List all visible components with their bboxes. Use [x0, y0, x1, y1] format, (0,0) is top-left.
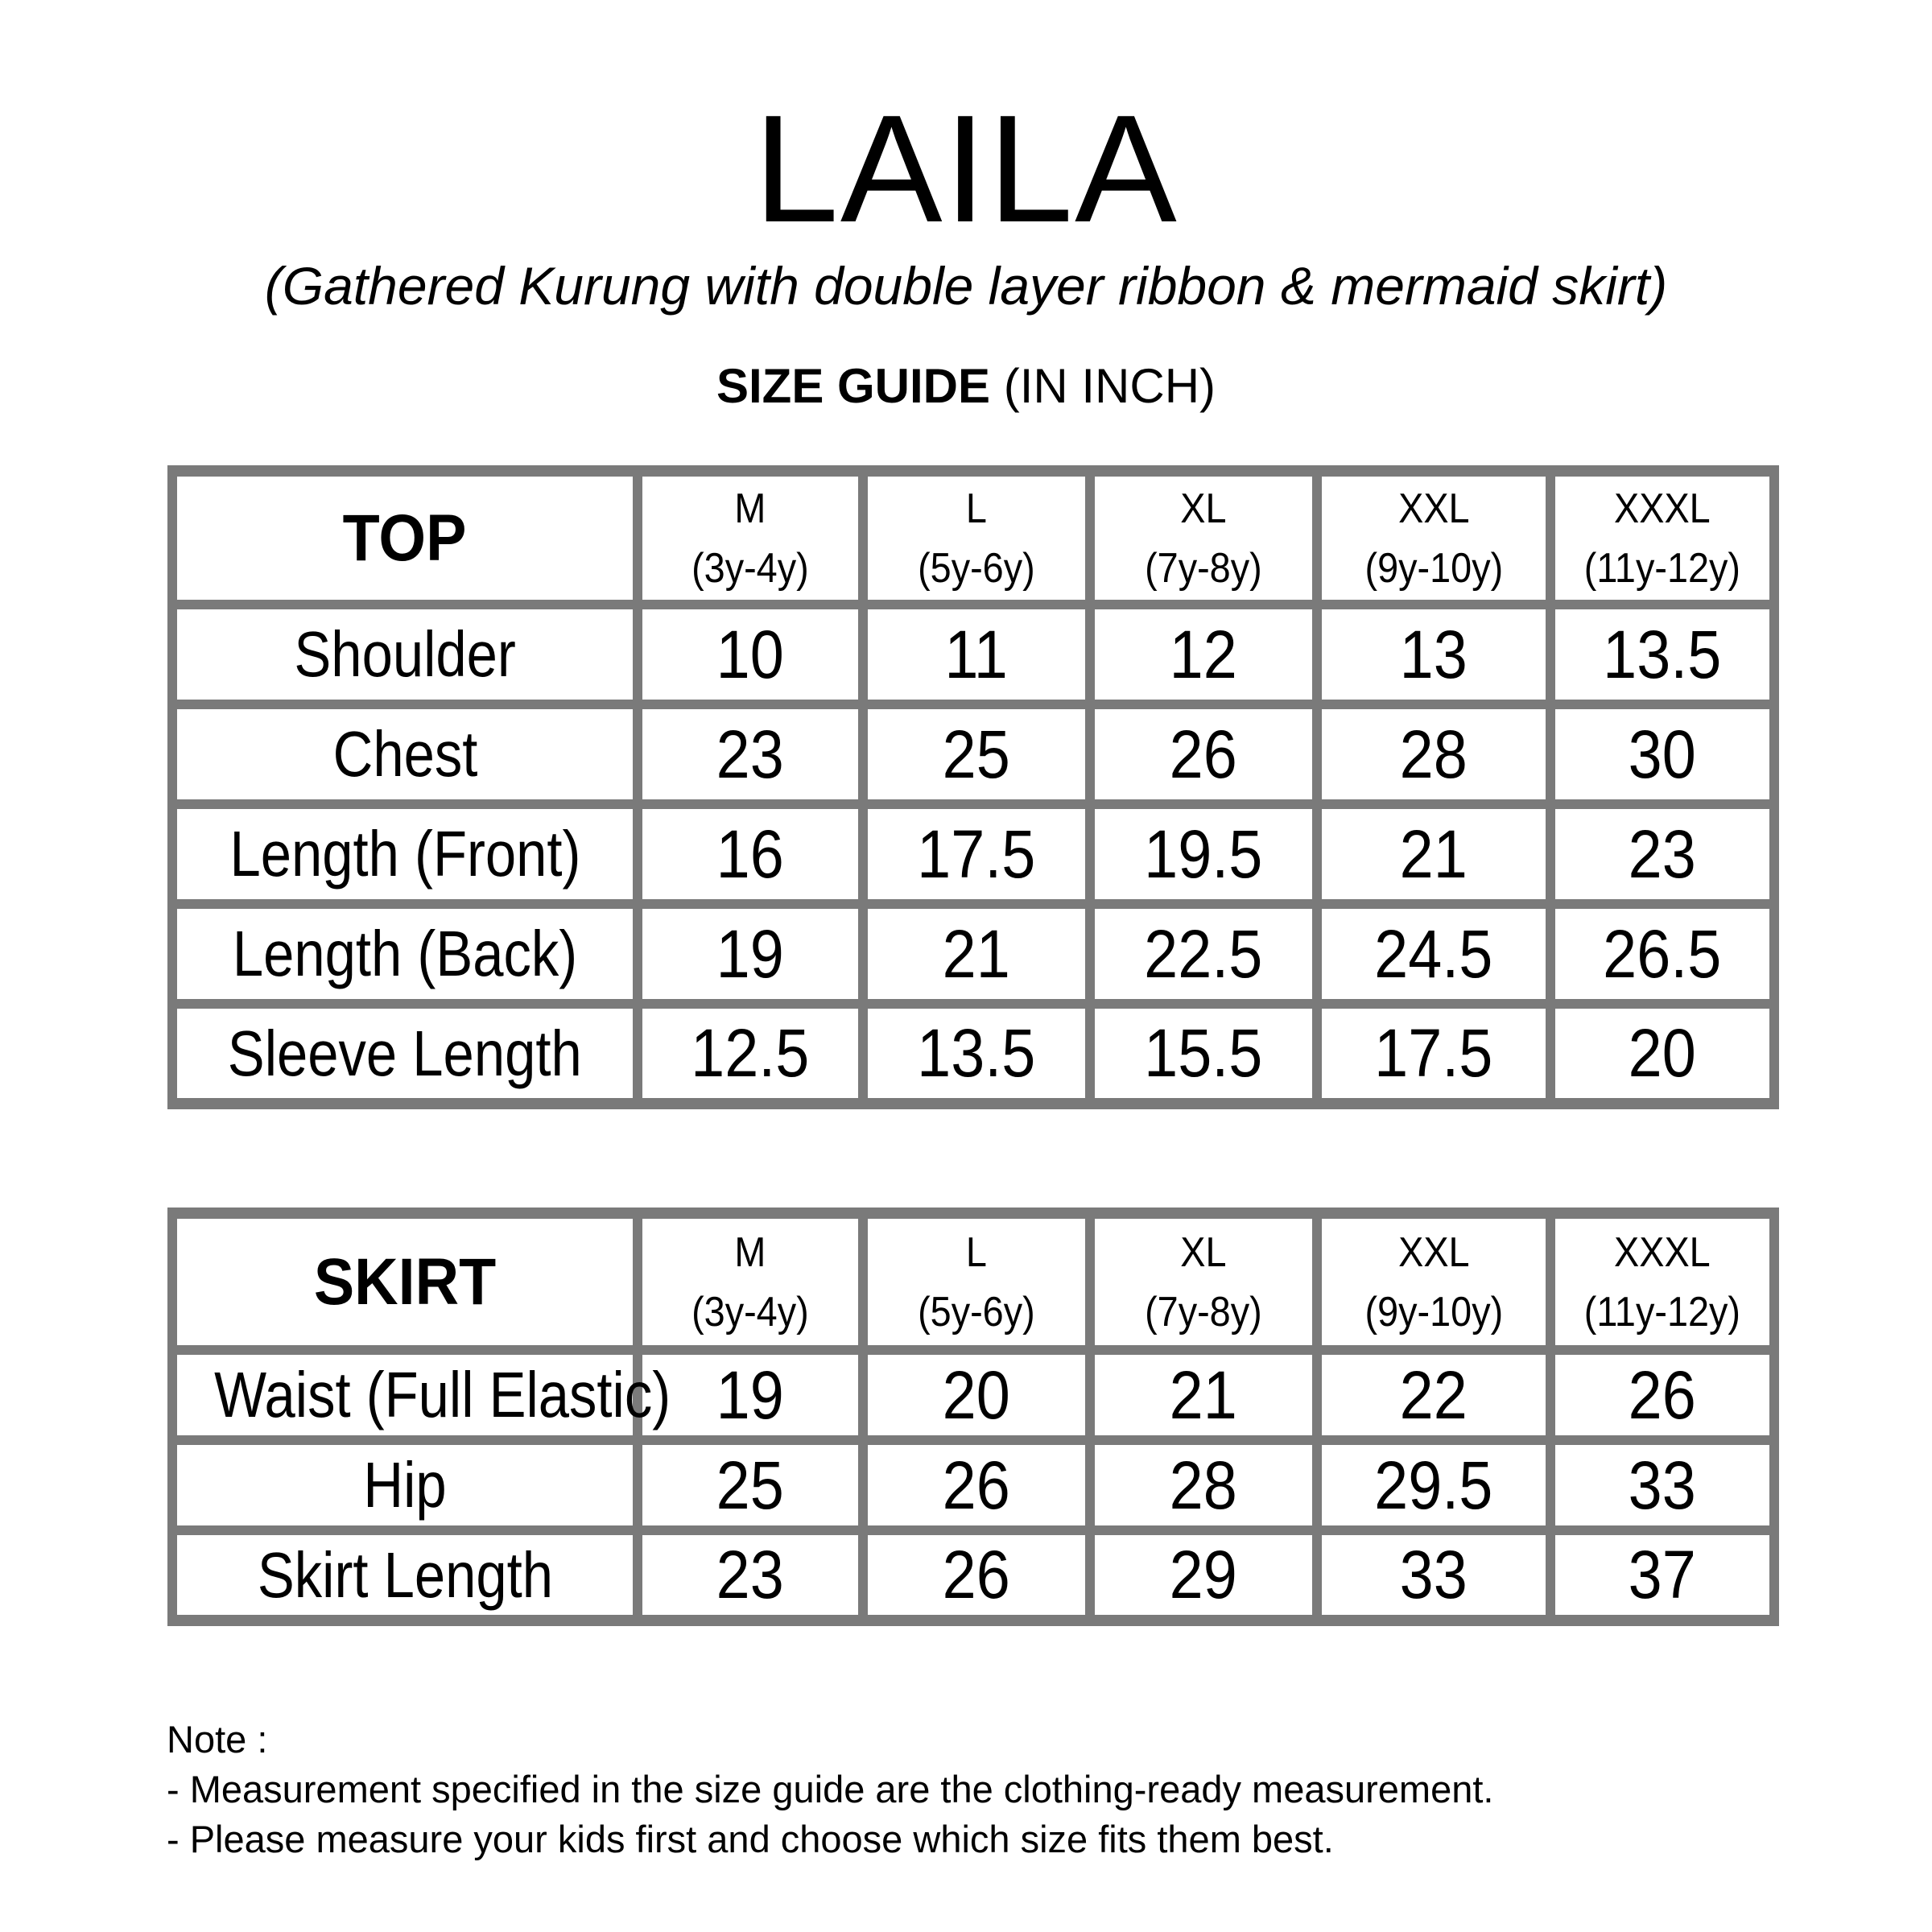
- value-cell: 26: [863, 1440, 1090, 1530]
- value-cell: 23: [638, 704, 863, 804]
- size-guide-heading: [0, 358, 1932, 415]
- product-title: LAILA: [753, 84, 1179, 254]
- size-age: (5y-6y): [918, 1288, 1035, 1335]
- value-cell: 26: [863, 1530, 1090, 1620]
- size-age: (7y-8y): [1145, 1288, 1262, 1335]
- size-guide-label: SIZE GUIDE: [716, 359, 991, 413]
- value-cell: 29: [1090, 1530, 1317, 1620]
- value-cell: 37: [1550, 1530, 1774, 1620]
- value-cell: 21: [1317, 804, 1550, 904]
- size-code: XXXL: [1614, 485, 1711, 532]
- size-header-xxl: [1317, 1213, 1550, 1350]
- value-cell: 17.5: [863, 804, 1090, 904]
- value-cell: 11: [863, 605, 1090, 704]
- value-cell: 33: [1550, 1440, 1774, 1530]
- size-header-xxl: [1317, 471, 1550, 605]
- skirt-size-table: [167, 1208, 1779, 1626]
- value-cell: 22: [1317, 1350, 1550, 1440]
- value-cell: 13.5: [1550, 605, 1774, 704]
- size-age: (3y-4y): [691, 1288, 809, 1335]
- value-cell: 15.5: [1090, 1004, 1317, 1104]
- size-age: (9y-10y): [1364, 1288, 1503, 1335]
- value-cell: 16: [638, 804, 863, 904]
- table-row: [172, 804, 1774, 904]
- value-cell: 10: [638, 605, 863, 704]
- size-age: (5y-6y): [918, 544, 1035, 592]
- table-row: [172, 1530, 1774, 1620]
- value-cell: 24.5: [1317, 904, 1550, 1004]
- size-header-xxxl: [1550, 1213, 1774, 1350]
- value-cell: 26: [1550, 1350, 1774, 1440]
- product-subtitle: (Gathered Kurung with double layer ribbon & mermaid skirt): [264, 256, 1668, 316]
- value-cell: 25: [638, 1440, 863, 1530]
- size-age: (11y-12y): [1583, 1288, 1741, 1335]
- value-cell: 13.5: [863, 1004, 1090, 1104]
- note-line: - Measurement specified in the size guide are the clothing-ready measurement.: [167, 1768, 1494, 1810]
- table-row: [172, 605, 1774, 704]
- table-row: [172, 1440, 1774, 1530]
- value-cell: 19: [638, 1350, 863, 1440]
- value-cell: 28: [1317, 704, 1550, 804]
- value-cell: 30: [1550, 704, 1774, 804]
- value-cell: 23: [1550, 804, 1774, 904]
- size-code: L: [965, 1228, 988, 1276]
- row-label: Length (Back): [172, 904, 638, 1004]
- size-age: (9y-10y): [1364, 544, 1503, 592]
- value-cell: 17.5: [1317, 1004, 1550, 1104]
- value-cell: 20: [1550, 1004, 1774, 1104]
- value-cell: 21: [1090, 1350, 1317, 1440]
- row-label: Chest: [172, 704, 638, 804]
- value-cell: 26: [1090, 704, 1317, 804]
- row-label: Skirt Length: [172, 1530, 638, 1620]
- top-size-table: [167, 465, 1779, 1109]
- size-age: (3y-4y): [691, 544, 809, 592]
- value-cell: 19: [638, 904, 863, 1004]
- size-age: (7y-8y): [1145, 544, 1262, 592]
- value-cell: 28: [1090, 1440, 1317, 1530]
- value-cell: 22.5: [1090, 904, 1317, 1004]
- size-code: M: [734, 485, 766, 532]
- notes-section: [167, 1715, 1493, 1864]
- value-cell: 21: [863, 904, 1090, 1004]
- value-cell: 23: [638, 1530, 863, 1620]
- skirt-header-row: [172, 1213, 1774, 1350]
- size-header-m: [638, 471, 863, 605]
- size-code: XXXL: [1614, 1228, 1711, 1276]
- size-header-m: [638, 1213, 863, 1350]
- size-age: (11y-12y): [1583, 544, 1741, 592]
- table-row: [172, 1004, 1774, 1104]
- size-code: XXL: [1397, 1228, 1470, 1276]
- size-code: XL: [1180, 485, 1227, 532]
- size-header-xl: [1090, 471, 1317, 605]
- row-label: Length (Front): [172, 804, 638, 904]
- size-code: L: [965, 485, 988, 532]
- skirt-section-label: SKIRT: [172, 1213, 638, 1350]
- row-label: Shoulder: [172, 605, 638, 704]
- value-cell: 19.5: [1090, 804, 1317, 904]
- value-cell: 25: [863, 704, 1090, 804]
- size-guide-unit: (IN INCH): [1003, 359, 1216, 413]
- value-cell: 20: [863, 1350, 1090, 1440]
- value-cell: 29.5: [1317, 1440, 1550, 1530]
- top-section-label: TOP: [172, 471, 638, 605]
- row-label: Hip: [172, 1440, 638, 1530]
- value-cell: 12: [1090, 605, 1317, 704]
- row-label: Sleeve Length: [172, 1004, 638, 1104]
- size-header-xl: [1090, 1213, 1317, 1350]
- note-line: - Please measure your kids first and choose which size fits them best.: [167, 1818, 1334, 1860]
- value-cell: 33: [1317, 1530, 1550, 1620]
- value-cell: 13: [1317, 605, 1550, 704]
- size-header-l: [863, 1213, 1090, 1350]
- size-header-l: [863, 471, 1090, 605]
- notes-heading: Note :: [167, 1718, 268, 1761]
- size-code: M: [734, 1228, 766, 1276]
- table-row: [172, 1350, 1774, 1440]
- row-label: Waist (Full Elastic): [172, 1350, 638, 1440]
- value-cell: 12.5: [638, 1004, 863, 1104]
- size-code: XXL: [1397, 485, 1470, 532]
- size-header-xxxl: [1550, 471, 1774, 605]
- table-row: [172, 904, 1774, 1004]
- size-code: XL: [1180, 1228, 1227, 1276]
- top-header-row: [172, 471, 1774, 605]
- table-row: [172, 704, 1774, 804]
- value-cell: 26.5: [1550, 904, 1774, 1004]
